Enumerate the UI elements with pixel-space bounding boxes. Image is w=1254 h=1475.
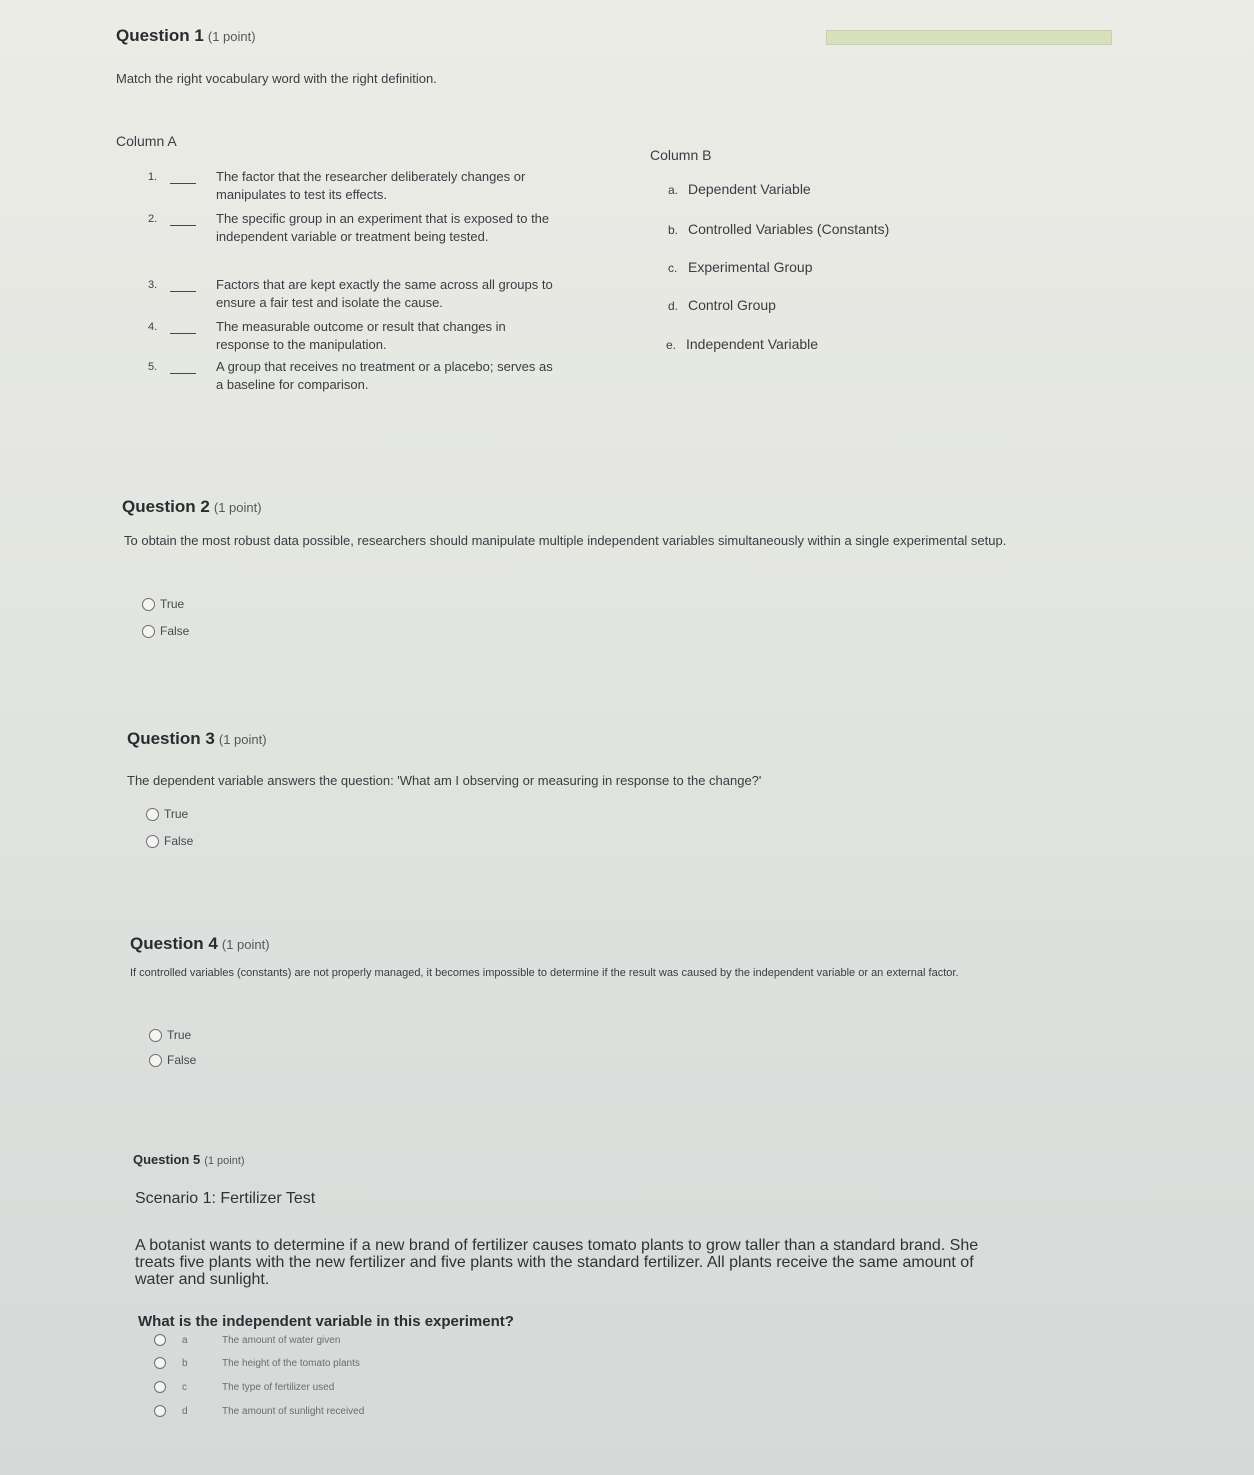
match-option-d-letter: d. [668,299,679,313]
question-4-false-radio[interactable] [149,1054,162,1067]
question-4-option-false[interactable] [149,1053,196,1067]
match-item-3-definition: Factors that are kept exactly the same across all groups to ensure a fair test and isolate the cause. [216,277,553,310]
match-option-e [666,336,818,352]
match-option-a [668,181,811,197]
match-option-c-letter: c. [668,261,678,275]
question-2-false-radio[interactable] [142,625,155,638]
question-5-option-d[interactable] [154,1405,364,1417]
question-4-option-true[interactable] [149,1028,191,1042]
question-5-option-c-letter: c [182,1381,187,1393]
question-2-option-true[interactable] [142,597,184,611]
question-4-true-label: True [167,1028,192,1042]
question-3-false-radio[interactable] [146,835,159,848]
match-option-e-letter: e. [666,338,677,352]
match-item-4-answer-blank[interactable] [170,322,196,334]
match-option-b-text: Controlled Variables (Constants) [688,221,890,237]
match-item-5 [148,358,568,398]
match-item-2-number: 2. [148,213,158,225]
question-2-prompt: To obtain the most robust data possible, researchers should manipulate multiple independent variables simultaneously within a single experimental setup. [124,533,1007,548]
question-3-title [127,729,267,749]
question-3-option-false[interactable] [146,834,193,848]
question-4-true-radio[interactable] [149,1029,162,1042]
match-item-4-number: 4. [148,321,158,333]
match-option-a-text: Dependent Variable [688,181,811,197]
question-2-true-label: True [160,597,185,611]
question-5-option-a-text: The amount of water given [222,1334,341,1346]
question-1-points: (1 point) [207,29,256,44]
scenario-title: Scenario 1: Fertilizer Test [135,1190,316,1207]
match-option-d [668,297,776,313]
question-2-true-radio[interactable] [142,598,155,611]
match-item-5-number: 5. [148,361,158,373]
question-3-true-radio[interactable] [146,808,159,821]
match-option-d-text: Control Group [688,297,776,313]
question-5-option-d-radio[interactable] [154,1405,166,1417]
match-item-5-definition: A group that receives no treatment or a placebo; serves as a baseline for comparison. [216,359,553,392]
match-item-4-definition: The measurable outcome or result that changes in response to the manipulation. [216,319,506,352]
column-a-header: Column A [116,133,177,149]
match-option-b [668,221,889,237]
question-3-points: (1 point) [218,732,267,747]
question-2-false-label: False [160,624,190,638]
scenario-text: A botanist wants to determine if a new brand of fertilizer causes tomato plants to grow taller than a standard brand. She treats five plants with the new fertilizer and five plants with the standard fertilizer. All plants receive the same amount of water and sunlight. [135,1237,979,1288]
match-item-5-answer-blank[interactable] [170,362,196,374]
question-3-true-label: True [164,807,189,821]
question-5-title [133,1152,245,1167]
match-item-3-answer-blank[interactable] [170,280,196,292]
question-5-option-a[interactable] [154,1334,340,1346]
question-3-prompt: The dependent variable answers the question: 'What am I observing or measuring in response to the change?' [127,773,762,788]
question-4-points: (1 point) [221,937,270,952]
question-3-false-label: False [164,834,194,848]
match-item-3 [148,276,568,316]
question-5-option-a-radio[interactable] [154,1334,166,1346]
column-b-header: Column B [650,147,712,163]
question-5-option-d-letter: d [182,1405,188,1417]
question-2-title [122,497,262,517]
match-item-2-definition: The specific group in an experiment that is exposed to the independent variable or treatment being tested. [216,211,550,244]
question-4-prompt: If controlled variables (constants) are not properly managed, it becomes impossible to determine if the result was caused by the independent variable or an external factor. [130,967,959,979]
question-4-label: Question 4 [130,934,218,953]
question-5-prompt: What is the independent variable in this experiment? [138,1313,514,1330]
question-5-label: Question 5 [133,1152,201,1167]
match-option-a-letter: a. [668,183,679,197]
question-1-title [116,26,256,46]
question-2-option-false[interactable] [142,624,189,638]
question-1-progress-fill [827,31,1111,44]
question-4-false-label: False [167,1053,197,1067]
match-item-1-number: 1. [148,171,158,183]
match-option-e-text: Independent Variable [686,336,819,352]
question-3-option-true[interactable] [146,807,188,821]
question-5-option-d-text: The amount of sunlight received [222,1405,365,1417]
question-2-points: (1 point) [213,500,262,515]
question-5-option-a-letter: a [182,1334,188,1346]
match-item-2-answer-blank[interactable] [170,214,196,226]
match-item-1-definition: The factor that the researcher deliberately changes or manipulates to test its effects. [216,169,526,202]
question-5-option-b-text: The height of the tomato plants [222,1357,360,1369]
question-5-option-b-radio[interactable] [154,1357,166,1369]
question-5-option-c-radio[interactable] [154,1381,166,1393]
question-5-option-c[interactable] [154,1381,334,1393]
match-item-1-answer-blank[interactable] [170,172,196,184]
match-option-c [668,259,813,275]
question-4-title [130,934,270,954]
match-option-b-letter: b. [668,223,679,237]
question-5-option-b[interactable] [154,1357,360,1369]
question-1-prompt: Match the right vocabulary word with the right definition. [116,71,437,86]
question-1-label: Question 1 [116,26,204,45]
question-5-points: (1 point) [204,1155,245,1167]
question-1-progress-bar [826,30,1112,45]
match-item-2 [148,210,568,270]
question-3-label: Question 3 [127,729,215,748]
match-item-1 [148,168,568,208]
match-item-4 [148,318,568,358]
match-item-3-number: 3. [148,279,158,291]
question-5-option-c-text: The type of fertilizer used [222,1381,335,1393]
question-5-option-b-letter: b [182,1357,188,1369]
match-option-c-text: Experimental Group [688,259,813,275]
question-2-label: Question 2 [122,497,210,516]
